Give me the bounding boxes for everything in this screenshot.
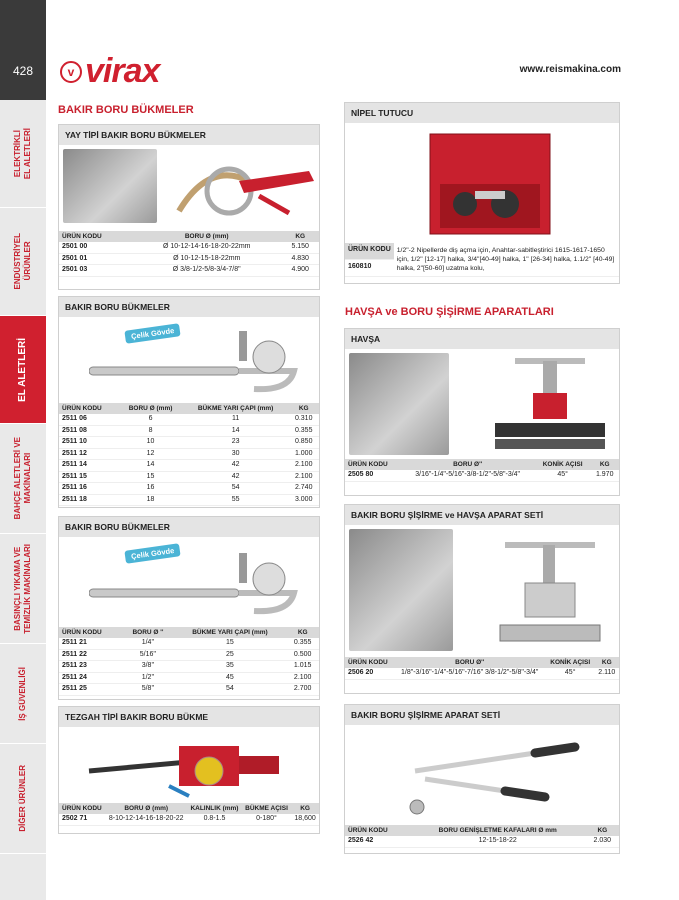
table-row: 2511 22 5/16'' 25 0.500	[59, 649, 319, 661]
table-row: ÜRÜN KODU 1/2"-2 Nipellerde diş açma için, Anahtar-sabitleştirici 1615-1617-1650 için, 1/2" [12-17] halka, 3/4"[40-49] halka, 1" [26-34] halka, 1.1/2" [40-49] halka, 2"[50-60] uzatma kolu,	[345, 243, 619, 259]
bench-bender-icon	[79, 731, 299, 801]
table-row: 2511 15 15 42 2.100	[59, 471, 319, 483]
product-image-area	[59, 317, 319, 403]
table-row: 2511 12 12 30 1.000	[59, 448, 319, 460]
box-title: BAKIR BORU ŞİŞİRME APARAT SETİ	[345, 705, 619, 725]
box-title: BAKIR BORU ŞİŞİRME ve HAVŞA APARAT SETİ	[345, 505, 619, 525]
usage-photo	[63, 149, 157, 223]
usage-photo	[349, 353, 449, 455]
box-title: BAKIR BORU BÜKMELER	[59, 517, 319, 537]
spec-table-bukme-1: ÜRÜN KODU BORU Ø (mm) BÜKME YARI ÇAPI (mm) KG 2511 06 6 11 0.310 2511 08 8 14 0.355 2511 10 10 23 0.850 2511 12 12 30 1.000 2511 14 14 42 2.100 2511 15 15 42 2.100 2511 16 16 54 2.740 2511 18 18 55 3.000	[59, 403, 319, 506]
flaring-set-icon	[495, 535, 605, 651]
box-title: YAY TİPİ BAKIR BORU BÜKMELER	[59, 125, 319, 145]
sidebar-tab-elektrikli[interactable]: ELEKTRİKLİ EL ALETLERİ	[0, 100, 46, 208]
spec-table-bukme-2: ÜRÜN KODU BORU Ø '' BÜKME YARI ÇAPI (mm) KG 2511 21 1/4'' 15 0.355 2511 22 5/16'' 25 0.500 2511 23 3/8'' 35 1.015 2511 24 1/2'' 45 2.100 2511 25 5/8'' 54 2.700	[59, 627, 319, 696]
table-row: 2511 10 10 23 0.850	[59, 437, 319, 449]
product-box-bukme-1	[58, 296, 320, 508]
usage-photo	[349, 529, 453, 651]
sidebar-tab-el-aletleri[interactable]: EL ALETLERİ	[0, 316, 46, 424]
toolbox-icon	[425, 129, 555, 239]
table-row: 2511 25 5/8'' 54 2.700	[59, 684, 319, 696]
product-image-area	[345, 725, 619, 825]
table-row: 2511 06 6 11 0.310	[59, 414, 319, 425]
table-row: 2511 08 8 14 0.355	[59, 425, 319, 437]
table-row: 2502 71 8-10-12-14-16-18-20-22 0.8-1.5 0-180° 18,600	[59, 814, 319, 825]
table-row: 2501 01 Ø 10-12-15-18-22mm 4.830	[59, 253, 319, 265]
table-row: 2506 20 1/8"-3/16"-1/4"-5/16"-7/16" 3/8-1/2"-5/8"-3/4" 45° 2.110	[345, 668, 619, 679]
table-row: 2511 24 1/2'' 45 2.100	[59, 672, 319, 684]
spec-table-nipel	[345, 243, 619, 277]
sidebar-tab-diger[interactable]: DİĞER ÜRÜNLER	[0, 744, 46, 854]
table-row: 2501 00 Ø 10-12-14-16-18-20-22mm 5.150	[59, 242, 319, 253]
box-title: TEZGAH TİPİ BAKIR BORU BÜKME	[59, 707, 319, 727]
table-row: 2511 14 14 42 2.100	[59, 460, 319, 472]
virax-v-icon: v	[60, 61, 82, 83]
product-box-sisirme-havsa	[344, 504, 620, 694]
table-row: 2511 21 1/4'' 15 0.355	[59, 638, 319, 649]
table-row: 2511 23 3/8'' 35 1.015	[59, 661, 319, 673]
sidebar-tab-is-guvenligi[interactable]: İŞ GÜVENLİĞİ	[0, 644, 46, 744]
brand-logo	[60, 52, 159, 91]
product-box-nipel	[344, 102, 620, 284]
brand-wordmark: virax	[85, 52, 160, 90]
box-title: HAVŞA	[345, 329, 619, 349]
pipe-bender-icon	[89, 321, 309, 401]
table-row: 160810	[345, 259, 619, 276]
pipe-bender-icon	[89, 543, 309, 623]
right-section-title: HAVŞA ve BORU ŞİŞİRME APARATLARI	[345, 306, 554, 318]
table-row: 2526 42 12-15-18-22 2.030	[345, 836, 619, 847]
sidebar-tab-bahce[interactable]: BAHÇE ALETLERİ VE MAKİNALARI	[0, 424, 46, 534]
spec-table-yay: ÜRÜN KODU BORU Ø (mm) KG 2501 00 Ø 10-12-14-16-18-20-22mm 5.150 2501 01 Ø 10-12-15-18-22mm 4.830 2501 03 Ø 3/8-1/2-5/8-3/4-7/8" 4.900	[59, 231, 319, 277]
spec-table-sisirme: ÜRÜN KODU BORU GENİŞLETME KAFALARI Ø mm KG 2526 42 12-15-18-22 2.030	[345, 825, 619, 848]
left-section-title: BAKIR BORU BÜKMELER	[58, 104, 194, 116]
product-image-area	[345, 349, 619, 459]
product-box-tezgah	[58, 706, 320, 834]
table-row: 2505 80 3/16"-1/4"-5/16"-3/8-1/2"-5/8"-3/4" 45° 1.970	[345, 470, 619, 481]
product-box-havsa	[344, 328, 620, 496]
expander-tool-icon	[395, 731, 595, 821]
spec-table-sisirme-havsa: ÜRÜN KODU BORU Ø'' KONİK AÇISI KG 2506 20 1/8"-3/16"-1/4"-5/16"-7/16" 3/8-1/2"-5/8"-3/4" 45° 2.110	[345, 657, 619, 680]
steel-body-badge: Çelik Gövde	[124, 543, 181, 564]
product-image-area	[345, 525, 619, 657]
table-row: 2511 16 16 54 2.740	[59, 483, 319, 495]
product-image-area	[59, 727, 319, 803]
product-box-sisirme	[344, 704, 620, 854]
table-row: 2501 03 Ø 3/8-1/2-5/8-3/4-7/8" 4.900	[59, 265, 319, 277]
spec-table-havsa: ÜRÜN KODU BORU Ø'' KONİK AÇISI KG 2505 80 3/16"-1/4"-5/16"-3/8-1/2"-5/8"-3/4" 45° 1.970	[345, 459, 619, 482]
product-image-area	[59, 537, 319, 627]
steel-body-badge: Çelik Gövde	[124, 323, 181, 344]
box-title: NİPEL TUTUCU	[345, 103, 619, 123]
spec-table-tezgah: ÜRÜN KODU BORU Ø (mm) KALINLIK (mm) BÜKME AÇISI KG 2502 71 8-10-12-14-16-18-20-22 0.8-1.5 0-180° 18,600	[59, 803, 319, 826]
product-image-area	[345, 123, 619, 243]
flaring-tool-icon	[485, 353, 615, 457]
product-box-yay	[58, 124, 320, 290]
sidebar-tab-basincli[interactable]: BASINÇLI YIKAMA VE TEMİZLİK MAKİNALARI	[0, 534, 46, 644]
box-title: BAKIR BORU BÜKMELER	[59, 297, 319, 317]
spring-bender-icon	[169, 151, 319, 227]
website-url[interactable]: www.reismakina.com	[519, 64, 621, 75]
product-image-area	[59, 145, 319, 231]
product-box-bukme-2	[58, 516, 320, 700]
page-number: 428	[0, 0, 46, 100]
sidebar	[0, 0, 46, 900]
sidebar-tab-endustriyel[interactable]: ENDÜSTRİYEL ÜRÜNLER	[0, 208, 46, 316]
table-row: 2511 18 18 55 3.000	[59, 494, 319, 506]
